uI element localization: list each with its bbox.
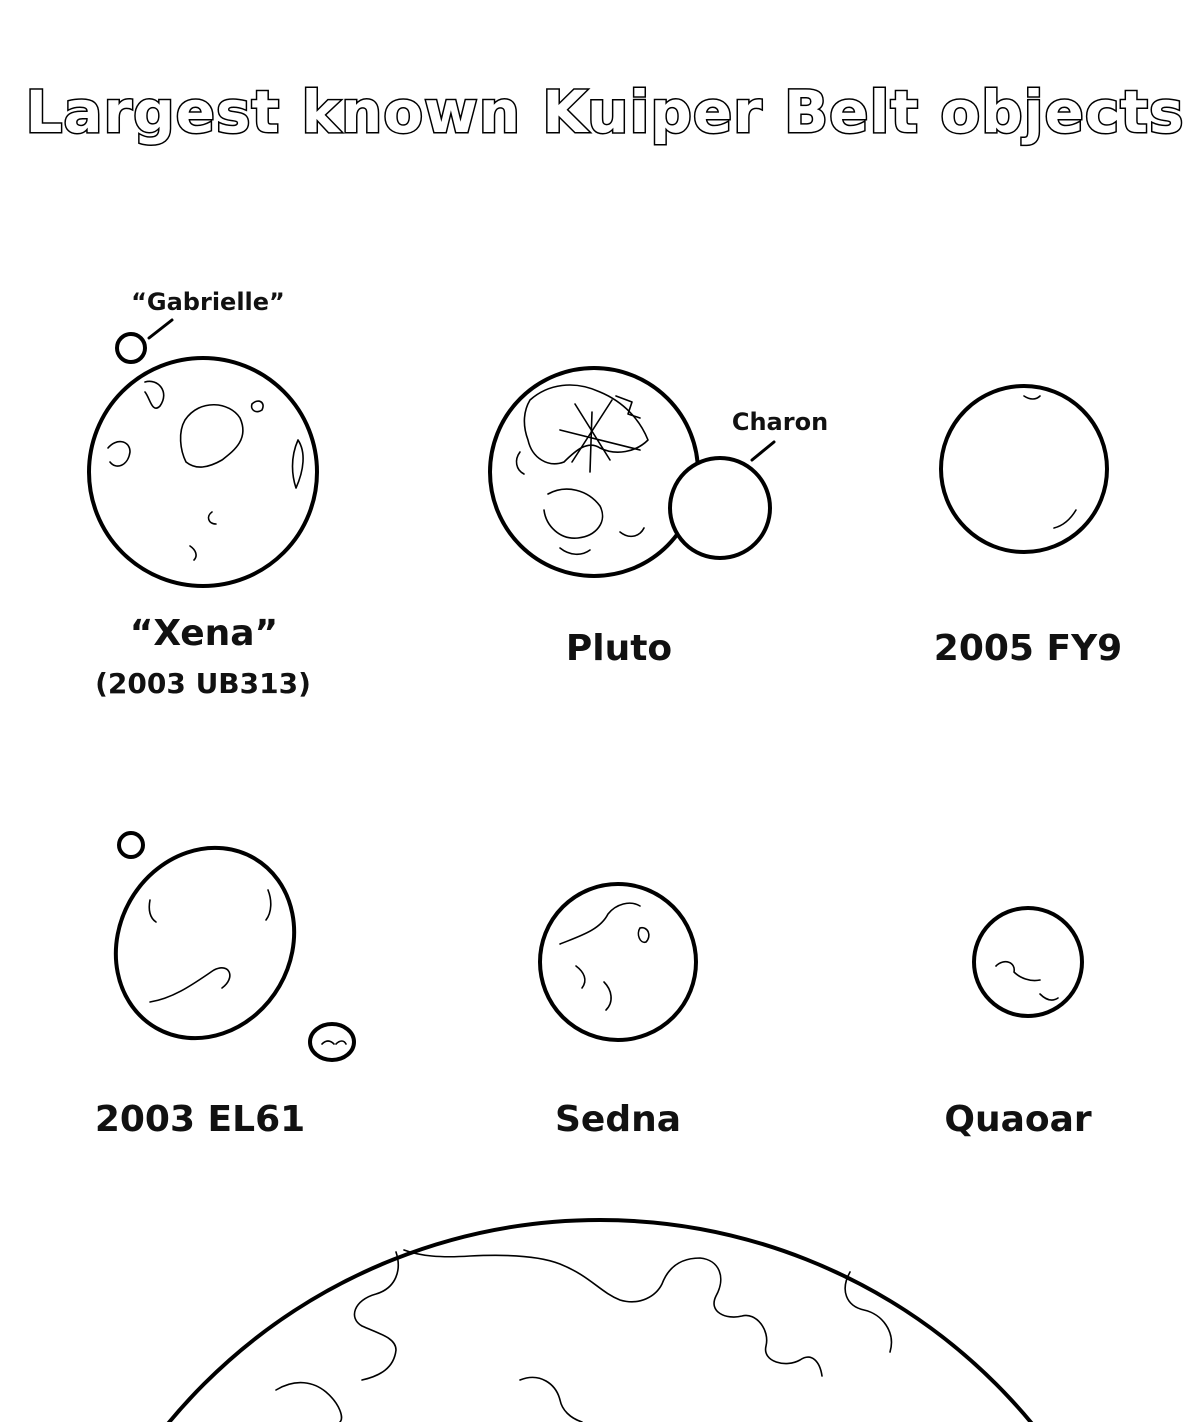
fy9-label: 2005 FY9: [933, 628, 1123, 669]
charon-pointer: [752, 442, 774, 460]
fy9-body: [941, 386, 1107, 552]
xena-designation: (2003 UB313): [95, 667, 311, 700]
quaoar-label: Quaoar: [944, 1099, 1092, 1140]
gabrielle-label: “Gabrielle”: [131, 288, 285, 316]
sedna-group: [540, 884, 696, 1140]
sedna-body: [540, 884, 696, 1040]
charon-label: Charon: [731, 408, 829, 436]
pluto-group: [490, 368, 828, 669]
earth-body: [40, 1220, 1160, 1422]
el61-body: [82, 815, 329, 1071]
el61-group: [82, 815, 354, 1140]
charon-moon: [670, 458, 770, 558]
fy9-group: [934, 386, 1122, 669]
gabrielle-moon: [117, 334, 145, 362]
pluto-label: Pluto: [565, 628, 673, 669]
gabrielle-pointer: [149, 320, 172, 338]
el61-moon-upper: [119, 833, 143, 857]
page-title: Largest known Kuiper Belt objects: [25, 78, 1185, 146]
quaoar-group: [944, 908, 1092, 1140]
xena-group: [89, 288, 317, 700]
xena-body: [89, 358, 317, 586]
earth-outline-group: [40, 1220, 1160, 1422]
quaoar-body: [974, 908, 1082, 1016]
el61-label: 2003 EL61: [94, 1099, 306, 1140]
sedna-label: Sedna: [554, 1099, 682, 1140]
xena-label: “Xena”: [129, 613, 279, 654]
